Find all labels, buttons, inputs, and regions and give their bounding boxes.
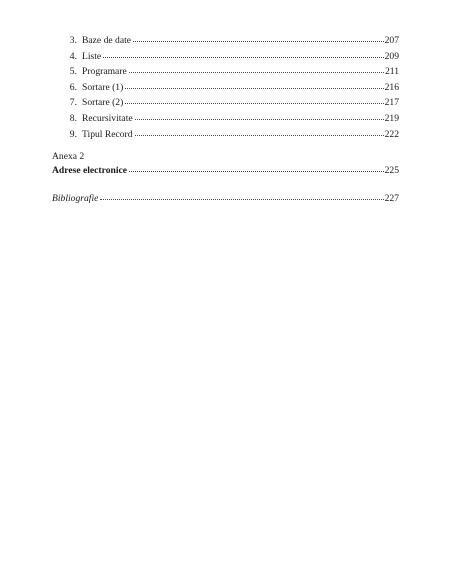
dot-leader: [103, 49, 383, 59]
annex-title: Adrese electronice: [52, 165, 128, 177]
toc-entry-page: 216: [384, 81, 399, 93]
toc-entry-page: 209: [384, 50, 399, 62]
toc-entry: [52, 127, 399, 143]
dot-leader: [129, 64, 384, 74]
toc-entry-title: Tipul Record: [82, 128, 133, 140]
toc-entry-page: 211: [384, 66, 399, 78]
toc-entry-page: 219: [384, 112, 399, 124]
toc-entry-number: 3.: [69, 35, 77, 46]
toc-entry-number: 4.: [69, 50, 77, 62]
dot-leader: [125, 80, 383, 90]
dot-leader: [133, 33, 384, 43]
toc-entry-number: 9.: [69, 128, 77, 140]
toc-entry-number: 5.: [69, 66, 77, 78]
dot-leader: [135, 111, 384, 121]
table-of-contents: [52, 33, 399, 206]
toc-entry-title: Liste: [82, 50, 102, 62]
annex-page: 225: [384, 165, 399, 177]
bibliography-title: Bibliografie: [52, 192, 99, 204]
dot-leader: [100, 191, 383, 201]
dot-leader: [129, 163, 384, 173]
dot-leader: [135, 127, 384, 137]
annex-heading: Anexa 2: [52, 151, 85, 163]
toc-entry-number: 7.: [69, 97, 77, 109]
bibliography-entry: [52, 191, 399, 207]
toc-entry: [52, 33, 399, 49]
toc-entry-title: Sortare (1): [82, 81, 124, 93]
toc-entry-title: Programare: [82, 66, 127, 78]
dot-leader: [125, 95, 383, 105]
toc-entry: [52, 80, 399, 96]
toc-entry: [52, 49, 399, 65]
toc-entry-page: 217: [384, 97, 399, 109]
toc-entry: [52, 64, 399, 80]
bibliography-page: 227: [384, 192, 399, 204]
toc-entry-page: 222: [384, 128, 399, 140]
toc-entry-title: Sortare (2): [82, 97, 124, 109]
toc-entry-page: 207: [384, 35, 399, 46]
toc-entry: [52, 95, 399, 111]
toc-entry-title: Baze de date: [82, 35, 132, 46]
toc-entry-number: 8.: [69, 112, 77, 124]
annex-entry: [52, 163, 399, 179]
toc-entry-title: Recursivitate: [82, 112, 133, 124]
toc-entry: [52, 111, 399, 127]
toc-entry-number: 6.: [69, 81, 77, 93]
